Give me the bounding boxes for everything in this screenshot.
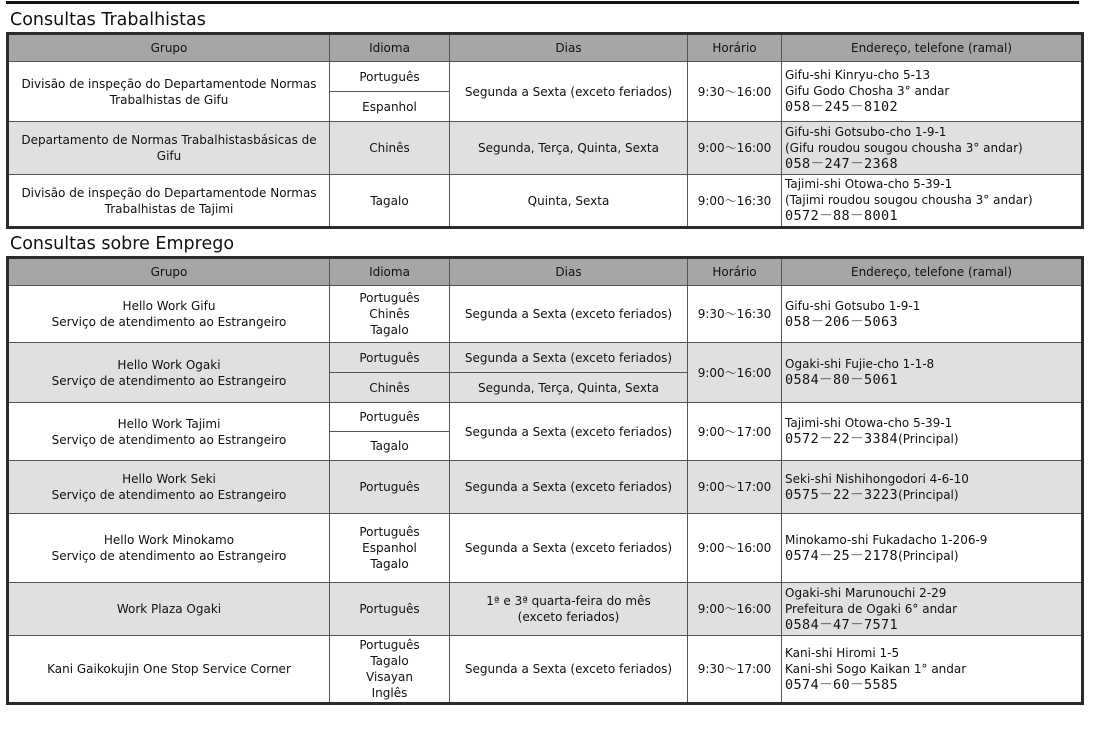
language: Visayan xyxy=(366,670,413,684)
cell-idioma: Chinês xyxy=(330,122,450,175)
table-row xyxy=(8,583,1083,636)
header-horario: Horário xyxy=(688,34,782,62)
cell-grupo: Work Plaza Ogaki xyxy=(8,583,330,636)
cell-dias: Segunda a Sexta (exceto feriados) xyxy=(450,286,688,343)
language: Português xyxy=(359,638,420,652)
cell-grupo xyxy=(8,286,330,343)
address-line: Kani-shi Hiromi 1-5 xyxy=(785,645,900,660)
cell-idioma xyxy=(330,286,450,343)
cell-horario: 9:30～17:00 xyxy=(688,636,782,704)
group-name: Hello Work Tajimi xyxy=(117,416,221,431)
cell-endereco xyxy=(782,122,1083,175)
cell-idioma: Tagalo xyxy=(330,175,450,228)
phone-number xyxy=(785,487,1079,504)
group-name: Hello Work Seki xyxy=(122,472,216,486)
address-line: Ogaki-shi Fujie-cho 1-1-8 xyxy=(785,357,935,371)
cell-dias: Segunda a Sexta (exceto feriados) xyxy=(450,403,688,461)
table-row xyxy=(8,286,1083,343)
cell-grupo: Divisão de inspeção do Departamentode Normas Trabalhistas de Gifu xyxy=(8,62,330,122)
cell-endereco xyxy=(782,403,1083,461)
cell-dias: Segunda a Sexta (exceto feriados) xyxy=(450,514,688,583)
cell-dias: Segunda, Terça, Quinta, Sexta xyxy=(450,122,688,175)
section-title-labor: Consultas Trabalhistas xyxy=(10,10,206,30)
address-line: Tajimi-shi Otowa-cho 5-39-1 xyxy=(785,177,953,191)
phone-number: 058－247－2368 xyxy=(785,155,899,172)
cell-dias: Segunda a Sexta (exceto feriados) xyxy=(450,461,688,514)
cell-grupo xyxy=(8,461,330,514)
address-line: Kani-shi Sogo Kaikan 1° andar xyxy=(785,661,967,676)
cell-dias xyxy=(450,583,688,636)
cell-horario: 9:30～16:00 xyxy=(688,62,782,122)
language: Tagalo xyxy=(370,557,409,571)
cell-endereco xyxy=(782,514,1083,583)
table-row xyxy=(8,122,1083,175)
address-line: Minokamo-shi Fukadacho 1-206-9 xyxy=(785,532,988,547)
address-line: Gifu-shi Gotsubo-cho 1-9-1 xyxy=(785,124,947,139)
group-service: Serviço de atendimento ao Estrangeiro xyxy=(51,488,287,502)
group-name: Hello Work Gifu xyxy=(122,299,216,313)
phone-number xyxy=(785,431,1079,448)
cell-endereco xyxy=(782,583,1083,636)
cell-idioma: Tagalo xyxy=(330,432,450,461)
phone-number: 058－206－5063 xyxy=(785,313,899,330)
phone-value: 0575－22－3223 xyxy=(785,486,899,503)
table-row xyxy=(8,461,1083,514)
cell-dias: Segunda a Sexta (exceto feriados) xyxy=(450,62,688,122)
header-grupo: Grupo xyxy=(8,34,330,62)
cell-grupo: Kani Gaikokujin One Stop Service Corner xyxy=(8,636,330,704)
header-idioma: Idioma xyxy=(330,34,450,62)
cell-grupo xyxy=(8,343,330,403)
cell-dias: Segunda a Sexta (exceto feriados) xyxy=(450,636,688,704)
cell-idioma: Português xyxy=(330,343,450,373)
table-row xyxy=(8,343,1083,373)
language: Espanhol xyxy=(362,541,417,555)
days-line: (exceto feriados) xyxy=(517,610,620,624)
phone-value: 0572－22－3384 xyxy=(785,431,899,447)
cell-dias: Segunda a Sexta (exceto feriados) xyxy=(450,343,688,373)
header-dias: Dias xyxy=(450,34,688,62)
cell-horario: 9:00～17:00 xyxy=(688,461,782,514)
phone-note: (Principal) xyxy=(898,432,959,446)
cell-dias: Quinta, Sexta xyxy=(450,175,688,228)
cell-endereco xyxy=(782,62,1083,122)
cell-horario: 9:30～16:30 xyxy=(688,286,782,343)
phone-value: 0574－25－2178 xyxy=(785,547,899,564)
cell-idioma: Espanhol xyxy=(330,92,450,122)
cell-horario: 9:00～17:00 xyxy=(688,403,782,461)
cell-endereco xyxy=(782,343,1083,403)
address-line: Seki-shi Nishihongodori 4-6-10 xyxy=(785,471,969,486)
language: Português xyxy=(359,525,420,539)
language: Tagalo xyxy=(370,323,409,337)
address-line: (Tajimi roudou sougou chousha 3° andar) xyxy=(785,193,1033,207)
phone-number: 0584－80－5061 xyxy=(785,372,899,388)
cell-endereco xyxy=(782,461,1083,514)
header-endereco: Endereço, telefone (ramal) xyxy=(782,34,1083,62)
top-rule xyxy=(6,1,1079,4)
header-grupo: Grupo xyxy=(8,258,330,286)
group-name: Hello Work Minokamo xyxy=(103,533,235,547)
language: Chinês xyxy=(369,307,410,321)
cell-endereco xyxy=(782,286,1083,343)
header-idioma: Idioma xyxy=(330,258,450,286)
cell-endereco xyxy=(782,636,1083,704)
address-line: Gifu-shi Kinryu-cho 5-13 xyxy=(785,68,931,82)
group-service: Serviço de atendimento ao Estrangeiro xyxy=(51,432,287,447)
table-row xyxy=(8,403,1083,432)
address-line: Tajimi-shi Otowa-cho 5-39-1 xyxy=(785,416,953,430)
cell-horario: 9:00～16:00 xyxy=(688,122,782,175)
table-row xyxy=(8,62,1083,92)
phone-number xyxy=(785,548,1079,565)
language: Tagalo xyxy=(370,654,409,668)
language: Inglês xyxy=(371,686,408,700)
phone-number: 058－245－8102 xyxy=(785,99,899,115)
group-service: Serviço de atendimento ao Estrangeiro xyxy=(51,315,287,329)
table-row xyxy=(8,636,1083,704)
cell-grupo: Divisão de inspeção do Departamentode Normas Trabalhistas de Tajimi xyxy=(8,175,330,228)
cell-horario: 9:00～16:00 xyxy=(688,514,782,583)
group-service: Serviço de atendimento ao Estrangeiro xyxy=(51,373,287,388)
header-horario: Horário xyxy=(688,258,782,286)
header-dias: Dias xyxy=(450,258,688,286)
address-line: (Gifu roudou sougou chousha 3° andar) xyxy=(785,140,1023,155)
cell-horario: 9:00～16:30 xyxy=(688,175,782,228)
address-line: Gifu Godo Chosha 3° andar xyxy=(785,84,950,98)
cell-grupo: Departamento de Normas Trabalhistasbásicas de Gifu xyxy=(8,122,330,175)
address-line: Ogaki-shi Marunouchi 2-29 xyxy=(785,585,947,600)
cell-horario: 9:00～16:00 xyxy=(688,343,782,403)
address-line: Gifu-shi Gotsubo 1-9-1 xyxy=(785,298,921,313)
cell-grupo xyxy=(8,514,330,583)
cell-idioma xyxy=(330,514,450,583)
table-row xyxy=(8,514,1083,583)
group-service: Serviço de atendimento ao Estrangeiro xyxy=(51,549,287,563)
table-row xyxy=(8,175,1083,228)
table-header-row xyxy=(8,258,1083,286)
cell-idioma: Chinês xyxy=(330,373,450,403)
address-line: Prefeitura de Ogaki 6° andar xyxy=(785,601,958,616)
cell-idioma: Português xyxy=(330,403,450,432)
cell-dias: Segunda, Terça, Quinta, Sexta xyxy=(450,373,688,403)
cell-endereco xyxy=(782,175,1083,228)
phone-note: (Principal) xyxy=(898,487,959,502)
phone-number: 0572－88－8001 xyxy=(785,208,899,224)
days-line: 1ª e 3ª quarta-feira do mês xyxy=(486,594,651,608)
cell-grupo xyxy=(8,403,330,461)
employment-consultations-table xyxy=(6,256,1084,705)
cell-idioma: Português xyxy=(330,461,450,514)
phone-note: (Principal) xyxy=(898,548,959,563)
table-header-row xyxy=(8,34,1083,62)
phone-number: 0574－60－5585 xyxy=(785,676,899,693)
cell-idioma: Português xyxy=(330,62,450,92)
cell-idioma xyxy=(330,636,450,704)
labor-consultations-table xyxy=(6,32,1084,229)
cell-idioma: Português xyxy=(330,583,450,636)
language: Português xyxy=(359,291,420,305)
cell-horario: 9:00～16:00 xyxy=(688,583,782,636)
group-name: Hello Work Ogaki xyxy=(117,357,221,372)
header-endereco: Endereço, telefone (ramal) xyxy=(782,258,1083,286)
section-title-employment: Consultas sobre Emprego xyxy=(10,234,235,254)
phone-number: 0584－47－7571 xyxy=(785,616,899,633)
